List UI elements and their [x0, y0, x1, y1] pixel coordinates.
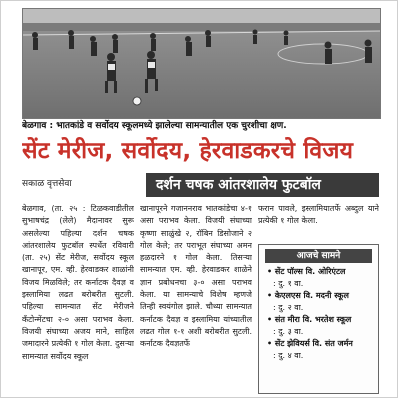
fixture-time: : दु. ३ वा.: [273, 327, 304, 336]
fixture-item: [259, 338, 378, 362]
photo-caption: बेळगाव : भातकांडे व सर्वोदय स्कूलमध्ये झालेल्या सामन्यातील एक चुरशीचा क्षण.: [22, 121, 287, 131]
sub-heading-banner: दर्शन चषक आंतरशालेय फुटबॉल: [146, 173, 379, 197]
fixture-teams: • सेंट पॉल्स वि. ओरिएंटल: [267, 266, 374, 278]
fixture-teams: • केएलएस वि. मदनी स्कूल: [267, 290, 374, 302]
article-text: खानापूरने गजाननराव भातकांडेचा ४-१ असा पराभव केला. विजयी संघाच्या कृष्णा साळुंखे २, रॉबिन डिसोजाने २ गोल केले; तर पराभूत संघाच्या अमन हळदारने १ गोल केला. तिसऱ्या सामन्यात एम. व्ही. हेरवाडकर शाळेने ज्ञान प्रबोधनचा ३-० असा पराभव केला. या सामन्याचे विशेष म्हणजे तिन्ही स्वयंगोल झाले. चौथ्या सामन्यात कर्नाटक दैवज्ञ व इस्लामिया यांच्यातील लढत गोल १-१ अशी बरोबरीत सुटली. कर्नाटक दैवज्ञतर्फे: [140, 204, 252, 349]
fixture-time: : दु. २ वा.: [273, 303, 304, 312]
football-match-photo: [22, 8, 381, 119]
fixture-teams: • सेंट झेवियर्स वि. संत जर्मन: [267, 338, 374, 350]
headline: सेंट मेरीज, सर्वोदय, हेरवाडकरचे विजय: [22, 138, 354, 164]
fixture-time: : दु. १ वा.: [273, 279, 304, 288]
article-column-1: [22, 203, 134, 393]
todays-matches-box: [258, 244, 379, 394]
article-text: बेळगाव, (ता. २५ : टिळकवाडीतील सुभाषचंद्र (लेले) मैदानावर सुरू असलेल्या पहिल्या दर्शन चषक आंतरशालेय फुटबॉल स्पर्धेत रविवारी (ता. २५) सेंट मेरीज, सर्वोदय स्कूल खानापूर, एम. व्ही. हेरवाडकर शाळांनी विजय मिळविले; तर कर्नाटक दैवज्ञ व इस्लामिया लढत बरोबरीत सुटली. पहिल्या सामन्यात सेंट मेरीजने कॅंटोन्मेंटचा २-० असा पराभव केला. विजयी संघाच्या अजय माने, साहिल जमादारने प्रत्येकी १ गोल केला. दुसऱ्या सामन्यात सर्वोदय स्कूल: [22, 204, 134, 361]
article-column-3: [258, 203, 379, 243]
fixture-item: [259, 314, 378, 338]
todays-matches-title: आजचे सामने: [265, 249, 372, 263]
fixture-teams: • संत मीरा वि. भरतेश स्कूल: [267, 314, 374, 326]
fixture-item: [259, 266, 378, 290]
article-text: फरान पावले, इस्लामियातर्फे अब्दुल याने प्रत्येकी १ गोल केला.: [258, 204, 379, 226]
fixture-item: [259, 290, 378, 314]
fixture-time: : दु. ४ वा.: [273, 351, 304, 360]
byline: सकाळ वृत्तसेवा: [22, 179, 72, 189]
article-column-2: [140, 203, 252, 393]
